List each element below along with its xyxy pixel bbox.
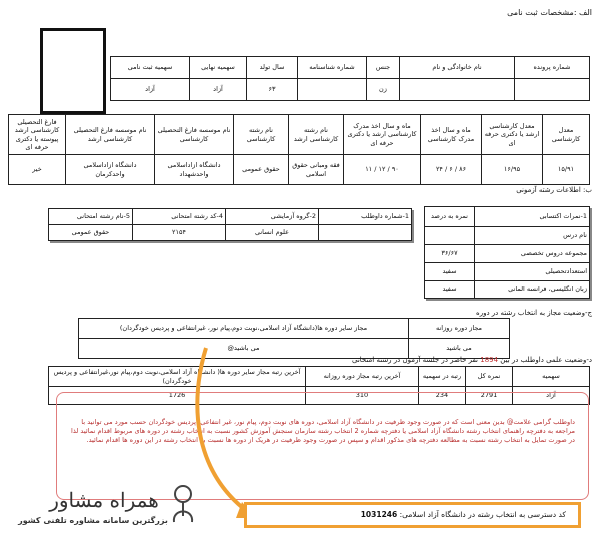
rank-last-other-rank: 1726 — [49, 387, 306, 405]
exam-header-field-name: 5-نام رشته امتحانی — [49, 209, 133, 225]
section-d-prefix: د-وضعیت علمی داوطلب در بین — [500, 356, 592, 364]
score-row-label: استعدادتحصیلی — [475, 263, 590, 281]
rank-header-last-day-rank: آخرین رتبه مجاز دوره روزانه — [306, 367, 419, 387]
score-table — [424, 206, 590, 299]
reg-header-gender: جنس — [367, 57, 400, 79]
permit-day-status: می باشید — [409, 339, 510, 359]
edu-master-date: ۹۰ / ۱۲ / ۱۱ — [344, 155, 421, 185]
rank-quota-rank: 234 — [419, 387, 466, 405]
reg-gender: زن — [367, 79, 400, 101]
access-code-label: کد دسترسی به انتخاب رشته در دانشگاه آزاد اسلامی: — [399, 510, 566, 519]
score-row-value: سفید — [425, 281, 475, 299]
notice-box — [56, 392, 589, 500]
reg-name — [400, 79, 515, 101]
edu-header-master-field: نام رشته کارشناسی ارشد — [289, 115, 344, 155]
notice-text: داوطلب گرامی علامت@ بدین معنی است که در صورت وجود ظرفیت در دانشگاه آزاد اسلامی، دوره های نوبت دوم، پیام نور، غیر انتفاعی، پردیس خودگردان حسب مورد می توانید با مراجعه به دفترچه راهنمای انتخاب رشته دانشگاه آزاد اسلامی یا دفترچه شماره 2 انتخاب رشته سازمان سنجش آموزش کشور نسبت به انتخاب رشته در دوره های مربوط اقدام نمائید لذا در صورت تمایل به انتخاب رشته نسبت به مطالعه دفترچه های مذکور اقدام و سپس در صورت وجود ظرفیت در هریک از دوره ها نسبت به انتخاب رشته در این دوره ها اقدام نمائید. — [71, 418, 575, 444]
reg-header-final-quota: سهمیه نهایی — [190, 57, 247, 79]
section-c-title: ج-وضعیت مجاز به انتخاب رشته در دوره — [476, 309, 592, 317]
exam-header-applicant-number: 1-شماره داوطلب — [319, 209, 412, 225]
edu-bachelor-date: ۸۶ / ۶ / ۲۴ — [421, 155, 482, 185]
section-d-number: 1894 — [480, 356, 499, 364]
permit-other-status: می باشید@ — [79, 339, 409, 359]
rank-header-last-other-rank: آخرین رتبه مجاز سایر دوره ها( دانشگاه آزاد اسلامی،نوبت دوم،پیام نور،غیرانتفاعی و پردیس خودگردان) — [49, 367, 306, 387]
edu-bachelor-field: حقوق عمومی — [234, 155, 289, 185]
score-row-label: مجموعه دروس تخصصی — [475, 245, 590, 263]
edu-bachelor-gpa: ۱۵/۹۱ — [543, 155, 590, 185]
edu-header-master-date: ماه و سال اخذ مدرک کارشناسی ارشد یا دکتری حرفه ای — [344, 115, 421, 155]
edu-header-master-gpa: معدل کارشناسی ارشد یا دکتری حرفه ای — [482, 115, 543, 155]
score-header-label: 1-نمرات اکتسابی — [475, 207, 590, 227]
brand-name: همراه مشاور — [49, 488, 159, 512]
reg-file-number — [515, 79, 590, 101]
section-b-title: ب: اطلاعات رشته آزمونی — [516, 186, 592, 194]
edu-master-gpa: ۱۶/۹۵ — [482, 155, 543, 185]
permit-table — [78, 318, 510, 359]
access-code-line — [361, 510, 566, 519]
edu-header-bachelor-inst: نام موسسه فارغ التحصیلی کارشناسی — [155, 115, 234, 155]
score-row-label: زبان انگلیسی، فرانسه المانی — [475, 281, 590, 299]
edu-header-continuous: فارغ التحصیلی کارشناسی ارشد پیوسته یا دکتری حرفه ای — [9, 115, 66, 155]
reg-header-birth-year: سال تولد — [247, 57, 298, 79]
reg-header-reg-quota: سهمیه ثبت نامی — [111, 57, 190, 79]
edu-master-inst: دانشگاه ازاداسلامی واحدکرمان — [66, 155, 155, 185]
exam-field-name: حقوق عمومی — [49, 225, 133, 241]
reg-header-id-number: شماره شناسنامه — [298, 57, 367, 79]
brand-tagline: بزرگترین سامانه مشاوره تلفنی کشور — [18, 516, 168, 525]
section-d-suffix: نفر حاضر در جلسه آزمون در رشته امتحانی — [351, 356, 478, 364]
exam-test-group: علوم انسانی — [226, 225, 319, 241]
section-d-title — [352, 356, 592, 364]
rank-header-quota: سهمیه — [513, 367, 590, 387]
photo-placeholder — [40, 28, 106, 114]
exam-header-field-code: 4-کد رشته امتحانی — [133, 209, 226, 225]
rank-header-quota-rank: رتبه در سهمیه — [419, 367, 466, 387]
reg-id-number — [298, 79, 367, 101]
permit-day-label: مجاز دوره روزانه — [409, 319, 510, 339]
reg-final-quota: آزاد — [190, 79, 247, 101]
exam-header-test-group: 2-گروه آزمایشی — [226, 209, 319, 225]
exam-table — [48, 208, 412, 241]
score-row-value: سفید — [425, 263, 475, 281]
reg-header-file-number: شماره پرونده — [515, 57, 590, 79]
reg-reg-quota: آزاد — [111, 79, 190, 101]
permit-other-label: مجاز سایر دوره ها(دانشگاه آزاد اسلامی،نوبت دوم،پیام نور، غیرانتفاعی و پردیس خودگردان) — [79, 319, 409, 339]
score-row-value — [425, 227, 475, 245]
edu-bachelor-inst: دانشگاه ازاداسلامی واحدشهداد — [155, 155, 234, 185]
exam-applicant-number — [319, 225, 412, 241]
edu-header-master-inst: نام موسسه فارغ التحصیلی کارشناسی ارشد — [66, 115, 155, 155]
rank-header-total-score: نمره کل — [466, 367, 513, 387]
section-a-title: الف :مشخصات ثبت نامی — [507, 8, 592, 17]
exam-field-code: ۲۱۵۴ — [133, 225, 226, 241]
score-row-value: ۳۶/۶۷ — [425, 245, 475, 263]
rank-total-score: 2791 — [466, 387, 513, 405]
edu-master-field: فقه ومبانی حقوق اسلامی — [289, 155, 344, 185]
score-row-label: نام درس — [475, 227, 590, 245]
reg-birth-year: ۶۳ — [247, 79, 298, 101]
edu-header-bachelor-field: نام رشته کارشناسی — [234, 115, 289, 155]
education-table — [8, 114, 590, 185]
edu-header-bachelor-date: ماه و سال اخذ مدرک کارشناسی — [421, 115, 482, 155]
edu-continuous: خیر — [9, 155, 66, 185]
edu-header-bachelor-gpa: معدل کارشناسی — [543, 115, 590, 155]
reg-header-name: نام خانوادگی و نام — [400, 57, 515, 79]
rank-last-day-rank: 310 — [306, 387, 419, 405]
score-header-value: نمره به درصد — [425, 207, 475, 227]
rank-quota: آزاد — [513, 387, 590, 405]
access-code-value: 1031246 — [360, 510, 398, 519]
registration-table — [110, 56, 590, 101]
